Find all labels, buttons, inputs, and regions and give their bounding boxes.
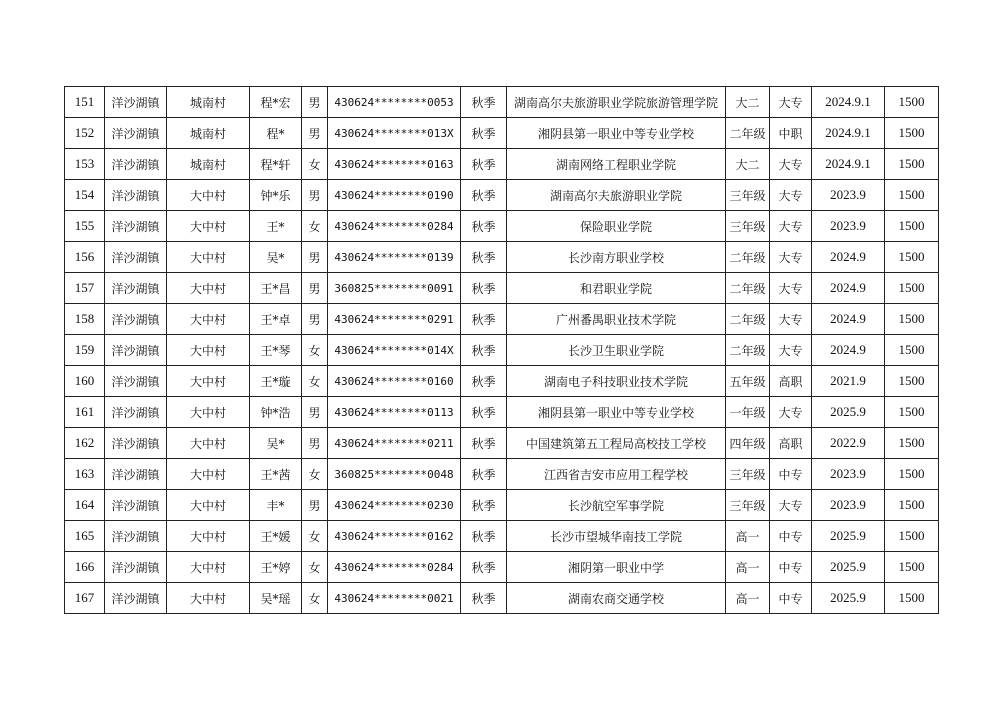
level-cell: 大专	[770, 87, 812, 118]
town-cell: 洋沙湖镇	[105, 211, 167, 242]
gender-cell: 女	[302, 583, 328, 614]
level-cell: 大专	[770, 273, 812, 304]
town-cell: 洋沙湖镇	[105, 521, 167, 552]
table-body	[65, 87, 939, 614]
name-cell: 王*茜	[250, 459, 302, 490]
enroll-date-cell: 2023.9	[812, 180, 885, 211]
term-cell: 秋季	[461, 490, 507, 521]
school-cell: 湘阴县第一职业中等专业学校	[507, 397, 726, 428]
term-cell: 秋季	[461, 366, 507, 397]
name-cell: 钟*乐	[250, 180, 302, 211]
level-cell: 中专	[770, 521, 812, 552]
term-cell: 秋季	[461, 118, 507, 149]
table-row	[65, 273, 939, 304]
village-cell: 大中村	[167, 211, 250, 242]
row-number-cell: 160	[65, 366, 105, 397]
village-cell: 大中村	[167, 428, 250, 459]
town-cell: 洋沙湖镇	[105, 149, 167, 180]
school-cell: 湘阴县第一职业中等专业学校	[507, 118, 726, 149]
village-cell: 大中村	[167, 335, 250, 366]
id-number-cell: 360825********0091	[328, 273, 461, 304]
amount-cell: 1500	[885, 459, 939, 490]
term-cell: 秋季	[461, 211, 507, 242]
village-cell: 大中村	[167, 521, 250, 552]
town-cell: 洋沙湖镇	[105, 366, 167, 397]
enroll-date-cell: 2025.9	[812, 552, 885, 583]
level-cell: 中专	[770, 552, 812, 583]
school-cell: 中国建筑第五工程局高校技工学校	[507, 428, 726, 459]
row-number-cell: 154	[65, 180, 105, 211]
gender-cell: 女	[302, 521, 328, 552]
school-cell: 湖南农商交通学校	[507, 583, 726, 614]
grade-cell: 三年级	[726, 490, 770, 521]
table-row	[65, 118, 939, 149]
table-row	[65, 583, 939, 614]
id-number-cell: 430624********0291	[328, 304, 461, 335]
id-number-cell: 430624********0021	[328, 583, 461, 614]
level-cell: 中专	[770, 583, 812, 614]
village-cell: 大中村	[167, 552, 250, 583]
village-cell: 大中村	[167, 366, 250, 397]
amount-cell: 1500	[885, 490, 939, 521]
gender-cell: 女	[302, 552, 328, 583]
enroll-date-cell: 2025.9	[812, 583, 885, 614]
amount-cell: 1500	[885, 211, 939, 242]
level-cell: 大专	[770, 180, 812, 211]
village-cell: 大中村	[167, 304, 250, 335]
row-number-cell: 153	[65, 149, 105, 180]
enroll-date-cell: 2024.9	[812, 273, 885, 304]
town-cell: 洋沙湖镇	[105, 490, 167, 521]
table-row	[65, 149, 939, 180]
amount-cell: 1500	[885, 521, 939, 552]
enroll-date-cell: 2024.9	[812, 242, 885, 273]
grade-cell: 三年级	[726, 211, 770, 242]
town-cell: 洋沙湖镇	[105, 273, 167, 304]
gender-cell: 女	[302, 149, 328, 180]
term-cell: 秋季	[461, 87, 507, 118]
term-cell: 秋季	[461, 552, 507, 583]
school-cell: 湖南高尔夫旅游职业学院旅游管理学院	[507, 87, 726, 118]
name-cell: 王*媛	[250, 521, 302, 552]
village-cell: 大中村	[167, 242, 250, 273]
id-number-cell: 430624********0139	[328, 242, 461, 273]
name-cell: 吴*	[250, 428, 302, 459]
level-cell: 大专	[770, 335, 812, 366]
school-cell: 广州番禺职业技术学院	[507, 304, 726, 335]
table-row	[65, 490, 939, 521]
row-number-cell: 161	[65, 397, 105, 428]
term-cell: 秋季	[461, 428, 507, 459]
school-cell: 湖南高尔夫旅游职业学院	[507, 180, 726, 211]
grade-cell: 二年级	[726, 335, 770, 366]
school-cell: 长沙卫生职业学院	[507, 335, 726, 366]
grade-cell: 二年级	[726, 304, 770, 335]
enroll-date-cell: 2025.9	[812, 521, 885, 552]
enroll-date-cell: 2022.9	[812, 428, 885, 459]
name-cell: 程*轩	[250, 149, 302, 180]
enroll-date-cell: 2024.9.1	[812, 87, 885, 118]
name-cell: 王*璇	[250, 366, 302, 397]
gender-cell: 女	[302, 366, 328, 397]
term-cell: 秋季	[461, 521, 507, 552]
level-cell: 高职	[770, 366, 812, 397]
enroll-date-cell: 2025.9	[812, 397, 885, 428]
town-cell: 洋沙湖镇	[105, 87, 167, 118]
id-number-cell: 430624********0284	[328, 211, 461, 242]
village-cell: 城南村	[167, 149, 250, 180]
row-number-cell: 157	[65, 273, 105, 304]
town-cell: 洋沙湖镇	[105, 459, 167, 490]
id-number-cell: 430624********0284	[328, 552, 461, 583]
gender-cell: 女	[302, 335, 328, 366]
village-cell: 大中村	[167, 273, 250, 304]
grade-cell: 大二	[726, 149, 770, 180]
term-cell: 秋季	[461, 397, 507, 428]
amount-cell: 1500	[885, 118, 939, 149]
level-cell: 大专	[770, 211, 812, 242]
term-cell: 秋季	[461, 335, 507, 366]
grade-cell: 三年级	[726, 459, 770, 490]
gender-cell: 男	[302, 87, 328, 118]
table-row	[65, 397, 939, 428]
name-cell: 丰*	[250, 490, 302, 521]
enroll-date-cell: 2024.9.1	[812, 118, 885, 149]
village-cell: 大中村	[167, 490, 250, 521]
id-number-cell: 430624********0113	[328, 397, 461, 428]
town-cell: 洋沙湖镇	[105, 335, 167, 366]
school-cell: 和君职业学院	[507, 273, 726, 304]
document-page	[64, 86, 939, 614]
term-cell: 秋季	[461, 149, 507, 180]
enroll-date-cell: 2023.9	[812, 490, 885, 521]
name-cell: 吴*瑶	[250, 583, 302, 614]
id-number-cell: 430624********014X	[328, 335, 461, 366]
grade-cell: 大二	[726, 87, 770, 118]
table-row	[65, 459, 939, 490]
id-number-cell: 360825********0048	[328, 459, 461, 490]
subsidy-table	[64, 86, 939, 614]
enroll-date-cell: 2024.9.1	[812, 149, 885, 180]
term-cell: 秋季	[461, 273, 507, 304]
grade-cell: 高一	[726, 552, 770, 583]
level-cell: 大专	[770, 149, 812, 180]
town-cell: 洋沙湖镇	[105, 242, 167, 273]
row-number-cell: 165	[65, 521, 105, 552]
amount-cell: 1500	[885, 428, 939, 459]
table-row	[65, 87, 939, 118]
amount-cell: 1500	[885, 335, 939, 366]
gender-cell: 男	[302, 273, 328, 304]
id-number-cell: 430624********0053	[328, 87, 461, 118]
gender-cell: 女	[302, 211, 328, 242]
village-cell: 大中村	[167, 459, 250, 490]
table-row	[65, 366, 939, 397]
grade-cell: 一年级	[726, 397, 770, 428]
enroll-date-cell: 2024.9	[812, 335, 885, 366]
amount-cell: 1500	[885, 397, 939, 428]
amount-cell: 1500	[885, 87, 939, 118]
name-cell: 王*婷	[250, 552, 302, 583]
amount-cell: 1500	[885, 273, 939, 304]
town-cell: 洋沙湖镇	[105, 552, 167, 583]
table-row	[65, 428, 939, 459]
town-cell: 洋沙湖镇	[105, 583, 167, 614]
row-number-cell: 166	[65, 552, 105, 583]
amount-cell: 1500	[885, 583, 939, 614]
name-cell: 吴*	[250, 242, 302, 273]
amount-cell: 1500	[885, 366, 939, 397]
town-cell: 洋沙湖镇	[105, 304, 167, 335]
gender-cell: 男	[302, 428, 328, 459]
name-cell: 程*宏	[250, 87, 302, 118]
id-number-cell: 430624********0160	[328, 366, 461, 397]
amount-cell: 1500	[885, 149, 939, 180]
level-cell: 高职	[770, 428, 812, 459]
enroll-date-cell: 2024.9	[812, 304, 885, 335]
grade-cell: 三年级	[726, 180, 770, 211]
town-cell: 洋沙湖镇	[105, 180, 167, 211]
amount-cell: 1500	[885, 552, 939, 583]
row-number-cell: 167	[65, 583, 105, 614]
row-number-cell: 163	[65, 459, 105, 490]
gender-cell: 男	[302, 242, 328, 273]
school-cell: 长沙航空军事学院	[507, 490, 726, 521]
grade-cell: 二年级	[726, 118, 770, 149]
table-row	[65, 180, 939, 211]
amount-cell: 1500	[885, 180, 939, 211]
name-cell: 王*昌	[250, 273, 302, 304]
row-number-cell: 155	[65, 211, 105, 242]
level-cell: 大专	[770, 304, 812, 335]
gender-cell: 女	[302, 459, 328, 490]
term-cell: 秋季	[461, 583, 507, 614]
level-cell: 大专	[770, 490, 812, 521]
village-cell: 城南村	[167, 118, 250, 149]
town-cell: 洋沙湖镇	[105, 118, 167, 149]
gender-cell: 男	[302, 118, 328, 149]
table-row	[65, 211, 939, 242]
school-cell: 江西省吉安市应用工程学校	[507, 459, 726, 490]
row-number-cell: 164	[65, 490, 105, 521]
level-cell: 中职	[770, 118, 812, 149]
row-number-cell: 152	[65, 118, 105, 149]
gender-cell: 男	[302, 304, 328, 335]
gender-cell: 男	[302, 490, 328, 521]
term-cell: 秋季	[461, 180, 507, 211]
name-cell: 王*卓	[250, 304, 302, 335]
school-cell: 保险职业学院	[507, 211, 726, 242]
grade-cell: 二年级	[726, 273, 770, 304]
village-cell: 大中村	[167, 583, 250, 614]
level-cell: 大专	[770, 242, 812, 273]
grade-cell: 高一	[726, 583, 770, 614]
id-number-cell: 430624********0162	[328, 521, 461, 552]
name-cell: 王*	[250, 211, 302, 242]
village-cell: 城南村	[167, 87, 250, 118]
name-cell: 钟*浩	[250, 397, 302, 428]
amount-cell: 1500	[885, 242, 939, 273]
school-cell: 湖南电子科技职业技术学院	[507, 366, 726, 397]
grade-cell: 二年级	[726, 242, 770, 273]
level-cell: 大专	[770, 397, 812, 428]
school-cell: 长沙市望城华南技工学院	[507, 521, 726, 552]
term-cell: 秋季	[461, 242, 507, 273]
row-number-cell: 151	[65, 87, 105, 118]
table-row	[65, 521, 939, 552]
id-number-cell: 430624********013X	[328, 118, 461, 149]
gender-cell: 男	[302, 180, 328, 211]
village-cell: 大中村	[167, 180, 250, 211]
table-row	[65, 242, 939, 273]
table-row	[65, 335, 939, 366]
grade-cell: 五年级	[726, 366, 770, 397]
town-cell: 洋沙湖镇	[105, 397, 167, 428]
term-cell: 秋季	[461, 304, 507, 335]
gender-cell: 男	[302, 397, 328, 428]
grade-cell: 高一	[726, 521, 770, 552]
id-number-cell: 430624********0230	[328, 490, 461, 521]
enroll-date-cell: 2023.9	[812, 459, 885, 490]
school-cell: 湖南网络工程职业学院	[507, 149, 726, 180]
grade-cell: 四年级	[726, 428, 770, 459]
row-number-cell: 158	[65, 304, 105, 335]
enroll-date-cell: 2023.9	[812, 211, 885, 242]
name-cell: 程*	[250, 118, 302, 149]
town-cell: 洋沙湖镇	[105, 428, 167, 459]
row-number-cell: 162	[65, 428, 105, 459]
enroll-date-cell: 2021.9	[812, 366, 885, 397]
table-row	[65, 304, 939, 335]
id-number-cell: 430624********0163	[328, 149, 461, 180]
table-row	[65, 552, 939, 583]
id-number-cell: 430624********0190	[328, 180, 461, 211]
village-cell: 大中村	[167, 397, 250, 428]
school-cell: 湘阴第一职业中学	[507, 552, 726, 583]
id-number-cell: 430624********0211	[328, 428, 461, 459]
row-number-cell: 156	[65, 242, 105, 273]
amount-cell: 1500	[885, 304, 939, 335]
level-cell: 中专	[770, 459, 812, 490]
name-cell: 王*琴	[250, 335, 302, 366]
row-number-cell: 159	[65, 335, 105, 366]
school-cell: 长沙南方职业学校	[507, 242, 726, 273]
term-cell: 秋季	[461, 459, 507, 490]
